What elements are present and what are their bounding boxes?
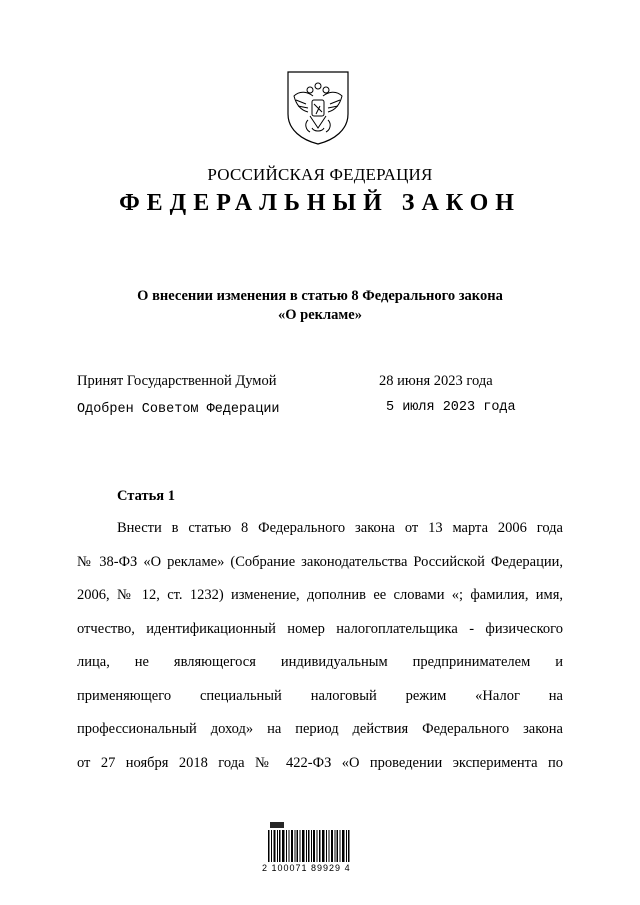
article-line: лица, не являющегося индивидуальным предпринимателем и (77, 654, 563, 670)
article-line: применяющего специальный налоговый режим «Налог на (77, 687, 563, 704)
law-title-line-1: О внесении изменения в статью 8 Федерального закона (137, 288, 503, 304)
article-line: отчество, идентификационный номер налогоплательщика - физического (77, 620, 563, 637)
duma-adoption-label: Принят Государственной Думой (77, 373, 277, 389)
barcode-number: 2 100071 89929 4 (262, 863, 351, 873)
council-approval-date: 5 июля 2023 года (386, 400, 516, 415)
article-line: Внести в статью 8 Федерального закона от 13 марта 2006 года (117, 520, 563, 536)
law-type-heading: ФЕДЕРАЛЬНЫЙ ЗАКОН (119, 190, 521, 216)
council-approval-label: Одобрен Советом Федерации (77, 402, 280, 417)
barcode-icon (268, 822, 350, 862)
article-line: № 38-ФЗ «О рекламе» (Собрание законодательства Российской Федерации, (77, 553, 563, 570)
article-line: профессиональный доход» на период действия Федерального закона (77, 721, 563, 737)
coat-of-arms-icon (286, 70, 350, 146)
article-line: 2006, № 12, ст. 1232) изменение, дополнив ее словами «; фамилия, имя, (77, 587, 563, 603)
duma-adoption-date: 28 июня 2023 года (379, 373, 493, 389)
law-title (0, 287, 640, 325)
article-line: от 27 ноября 2018 года № 422-ФЗ «О проведении эксперимента по (77, 754, 563, 771)
law-title-line-2: «О рекламе» (278, 307, 362, 323)
country-name: РОССИЙСКАЯ ФЕДЕРАЦИЯ (207, 165, 433, 184)
article-body (77, 512, 563, 780)
article-heading: Статья 1 (117, 488, 175, 504)
